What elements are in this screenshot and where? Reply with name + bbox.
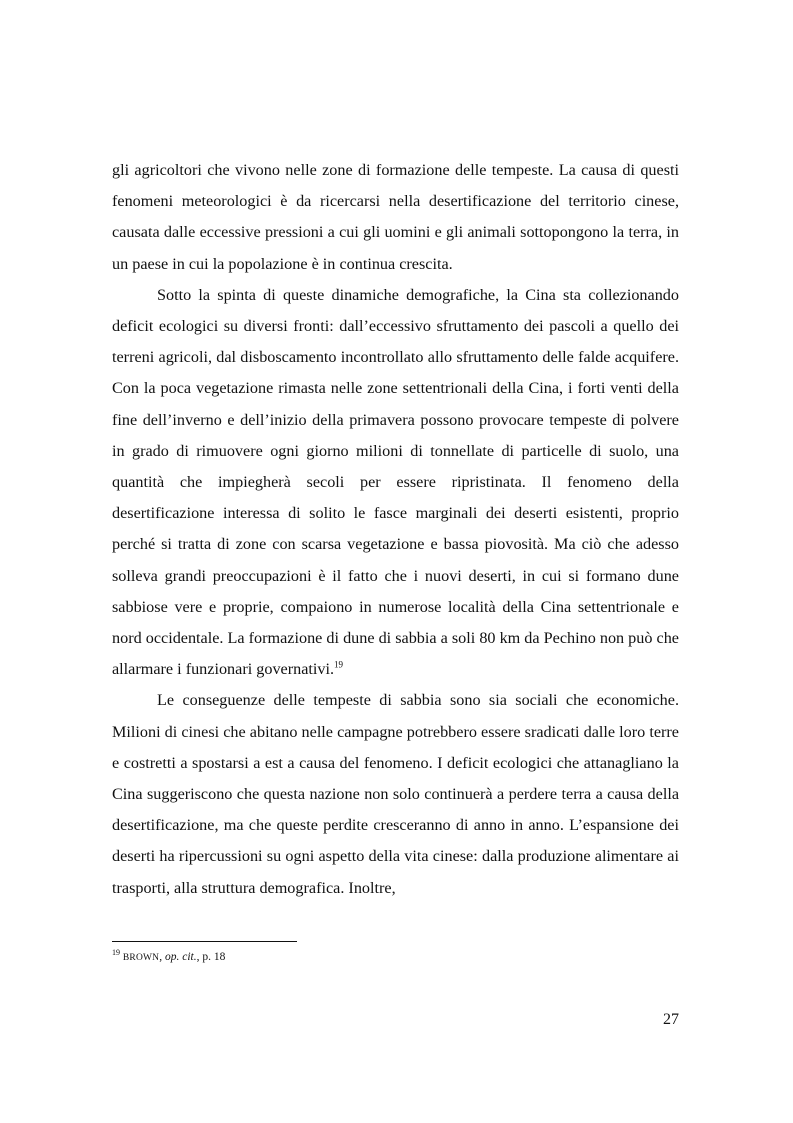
paragraph-text: Le conseguenze delle tempeste di sabbia sono sia sociali che economiche. Milioni di cinesi che abitano nelle campagne potrebbero essere sradicati dalle loro terre e costretti a spostarsi a est a causa del fenomeno. I deficit ecologici che attanagliano la Cina suggeriscono che questa nazione non solo continuerà a perdere terra a causa della desertificazione, ma che queste perdite cresceranno di anno in anno. L’espansione dei deserti ha ripercussioni su ogni aspetto della vita cinese: dalla produzione alimentare ai trasporti, alla struttura demografica. Inoltre, bbox=[112, 691, 679, 897]
paragraph-3 bbox=[112, 685, 679, 903]
footnote-separator bbox=[112, 941, 297, 942]
footnote-author: BROWN bbox=[122, 953, 160, 963]
footnote-number: 19 bbox=[112, 948, 120, 958]
paragraph-text: Sotto la spinta di queste dinamiche demografiche, la Cina sta collezionando deficit ecologici su diversi fronti: dall’eccessivo sfruttamento dei pascoli a quello dei terreni agricoli, dal disboscamento incontrollato allo sfruttamento delle falde acquifere. Con la poca vegetazione rimasta nelle zone settentrionali della Cina, i forti venti della fine dell’inverno e dell’inizio della primavera possono provocare tempeste di polvere in grado di rimuovere ogni giorno milioni di tonnellate di particelle di suolo, una quantità che impiegherà secoli per essere ripristinata. Il fenomeno della desertificazione interessa di solito le fasce marginali dei deserti esistenti, proprio perché si tratta di zone con scarsa vegetazione e bassa piovosità. Ma ciò che adesso solleva grandi preoccupazioni è il fatto che i nuovi deserti, in cui si formano dune sabbiose vere e proprie, compaiono in numerose località della Cina settentrionale e nord occidentale. La formazione di dune di sabbia a soli 80 km da Pechino non può che allarmare i funzionari governativi. bbox=[112, 285, 679, 679]
page-number: 27 bbox=[663, 1011, 679, 1028]
footnote-citation: op. cit. bbox=[165, 951, 197, 963]
paragraph-text: gli agricoltori che vivono nelle zone di formazione delle tempeste. La causa di questi fenomeni meteorologici è da ricercarsi nella desertificazione del territorio cinese, causata dalle eccessive pressioni a cui gli uomini e gli animali sottopongono la terra, in un paese in cui la popolazione è in continua crescita. bbox=[112, 161, 679, 273]
footnote-page: , p. 18 bbox=[196, 951, 226, 963]
body-text bbox=[112, 155, 679, 904]
paragraph-2 bbox=[112, 280, 679, 686]
footnote-reference[interactable]: 19 bbox=[334, 659, 344, 670]
paragraph-1 bbox=[112, 155, 679, 280]
footnote: $^{19}$ BROWN, op. cit., p. 18 bbox=[112, 948, 226, 963]
